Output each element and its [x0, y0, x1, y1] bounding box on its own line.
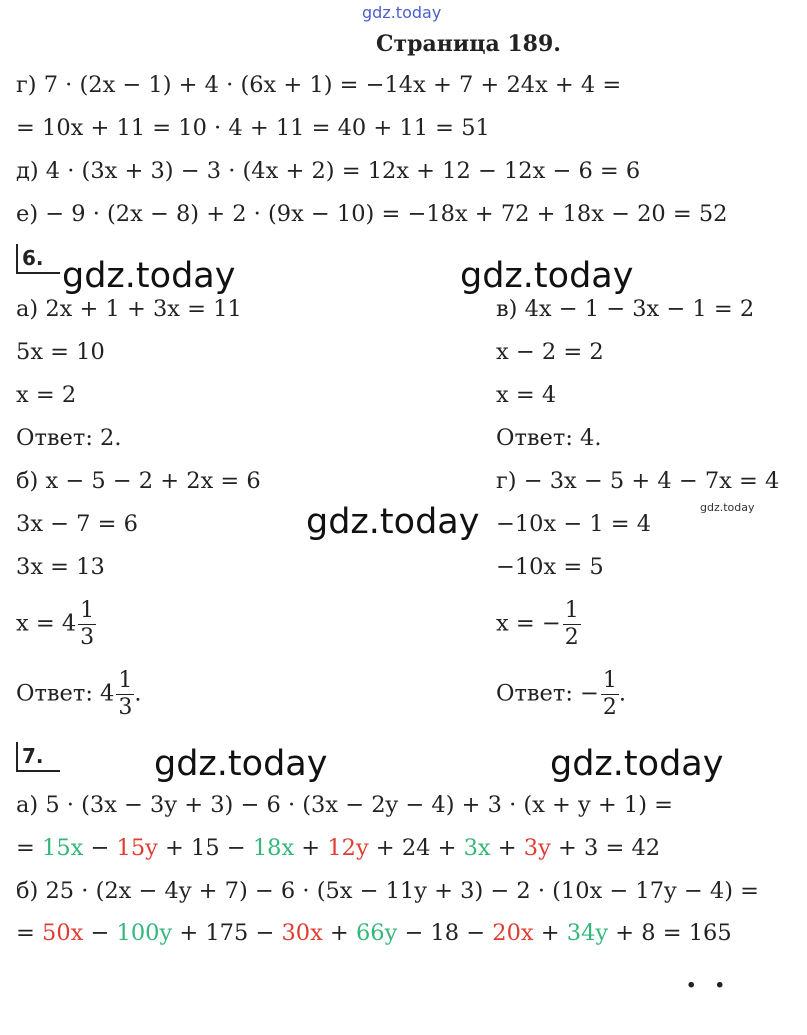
task6-a-line1: а) 2x + 1 + 3x = 11	[16, 296, 242, 322]
watermark-big: gdz.today	[550, 744, 724, 784]
term-green: 66y	[355, 920, 398, 946]
task7-a-expression: а) 5 · (3x − 3y + 3) − 6 · (3x − 2y − 4) + 3 · (x + y + 1) =	[16, 792, 673, 818]
fraction	[78, 598, 96, 651]
task6-b-line4	[16, 598, 96, 651]
task6-b-answer-prefix: Ответ: 4	[16, 680, 115, 707]
task-number-6: 6.	[16, 244, 60, 274]
term: + 3 = 42	[550, 835, 661, 861]
term: +	[294, 835, 328, 861]
term: + 15 −	[157, 835, 253, 861]
term-red: 3y	[523, 835, 551, 861]
term-red: 30x	[281, 920, 323, 946]
term: −	[83, 835, 117, 861]
task6-a-line2: 5x = 10	[16, 339, 105, 365]
task6-v-line1: в) 4x − 1 − 3x − 1 = 2	[496, 296, 755, 322]
task6-a-line3: x = 2	[16, 382, 77, 408]
page-dots: ..	[686, 960, 743, 995]
term-green: 34y	[566, 920, 609, 946]
term: +	[490, 835, 524, 861]
watermark-big: gdz.today	[306, 502, 480, 542]
task6-g-line4	[496, 598, 581, 651]
fraction-numerator: 1	[602, 668, 617, 693]
term-green: 15x	[42, 835, 84, 861]
task6-v-line2: x − 2 = 2	[496, 339, 604, 365]
task6-b-line3: 3x = 13	[16, 554, 105, 580]
task-number-7: 7.	[16, 742, 60, 772]
prev-line-g1: г) 7 · (2x − 1) + 4 · (6x + 1) = −14x + 7 + 24x + 4 =	[16, 72, 622, 98]
term-red: 12y	[327, 835, 369, 861]
prev-line-g2: = 10x + 11 = 10 · 4 + 11 = 40 + 11 = 51	[16, 115, 490, 141]
watermark-small: gdz.today	[700, 501, 755, 514]
task6-b-line2: 3x − 7 = 6	[16, 511, 138, 537]
term: − 18 −	[397, 920, 493, 946]
task6-b-answer	[16, 668, 142, 721]
task7-b-expression: б) 25 · (2x − 4y + 7) − 6 · (5x − 11y + 3) − 2 · (10x − 17y − 4) =	[16, 878, 760, 904]
task6-g-answer	[496, 668, 626, 721]
term: =	[16, 835, 43, 861]
task6-v-line3: x = 4	[496, 382, 557, 408]
task6-g-line3: −10x = 5	[496, 554, 604, 580]
watermark-top: gdz.today	[362, 3, 442, 22]
term: +	[533, 920, 567, 946]
fraction-numerator: 1	[118, 668, 133, 693]
fraction-denominator: 2	[564, 625, 579, 650]
term-red: 20x	[492, 920, 534, 946]
fraction-numerator: 1	[564, 598, 579, 623]
watermark-big: gdz.today	[62, 256, 236, 296]
fraction-denominator: 3	[118, 695, 133, 720]
term-green: 3x	[463, 835, 491, 861]
task6-g-answer-prefix: Ответ: −	[496, 680, 599, 707]
task6-b-answer-suffix: .	[134, 680, 142, 707]
fraction	[563, 598, 581, 651]
task7-a-result	[16, 833, 660, 863]
term-green: 100y	[116, 920, 173, 946]
task6-g-answer-suffix: .	[618, 680, 627, 707]
task6-b-line4-prefix: x = 4	[16, 610, 77, 637]
watermark-big: gdz.today	[460, 256, 634, 296]
fraction	[116, 668, 134, 721]
term: −	[83, 920, 117, 946]
prev-line-e: е) − 9 · (2x − 8) + 2 · (9x − 10) = −18x + 72 + 18x − 20 = 52	[16, 201, 728, 227]
prev-line-d: д) 4 · (3x + 3) − 3 · (4x + 2) = 12x + 12 − 12x − 6 = 6	[16, 158, 641, 184]
task7-b-result	[16, 918, 732, 948]
fraction-denominator: 3	[80, 625, 95, 650]
term: + 24 +	[368, 835, 464, 861]
fraction-numerator: 1	[80, 598, 95, 623]
fraction	[601, 668, 619, 721]
task6-v-answer: Ответ: 4.	[496, 425, 602, 451]
task6-b-line1: б) x − 5 − 2 + 2x = 6	[16, 468, 261, 494]
term: + 175 −	[172, 920, 282, 946]
task6-g-line1: г) − 3x − 5 + 4 − 7x = 4	[496, 468, 780, 494]
task6-g-line4-prefix: x = −	[496, 610, 561, 637]
term-red: 15y	[116, 835, 158, 861]
term: =	[16, 920, 43, 946]
term: + 8 = 165	[608, 920, 732, 946]
watermark-big: gdz.today	[154, 744, 328, 784]
term-green: 18x	[252, 835, 295, 861]
task6-a-answer: Ответ: 2.	[16, 425, 122, 451]
term: +	[322, 920, 356, 946]
task6-g-line2: −10x − 1 = 4	[496, 511, 652, 537]
fraction-denominator: 2	[602, 695, 617, 720]
term-red: 50x	[42, 920, 84, 946]
page-title: Страница 189.	[376, 31, 561, 57]
